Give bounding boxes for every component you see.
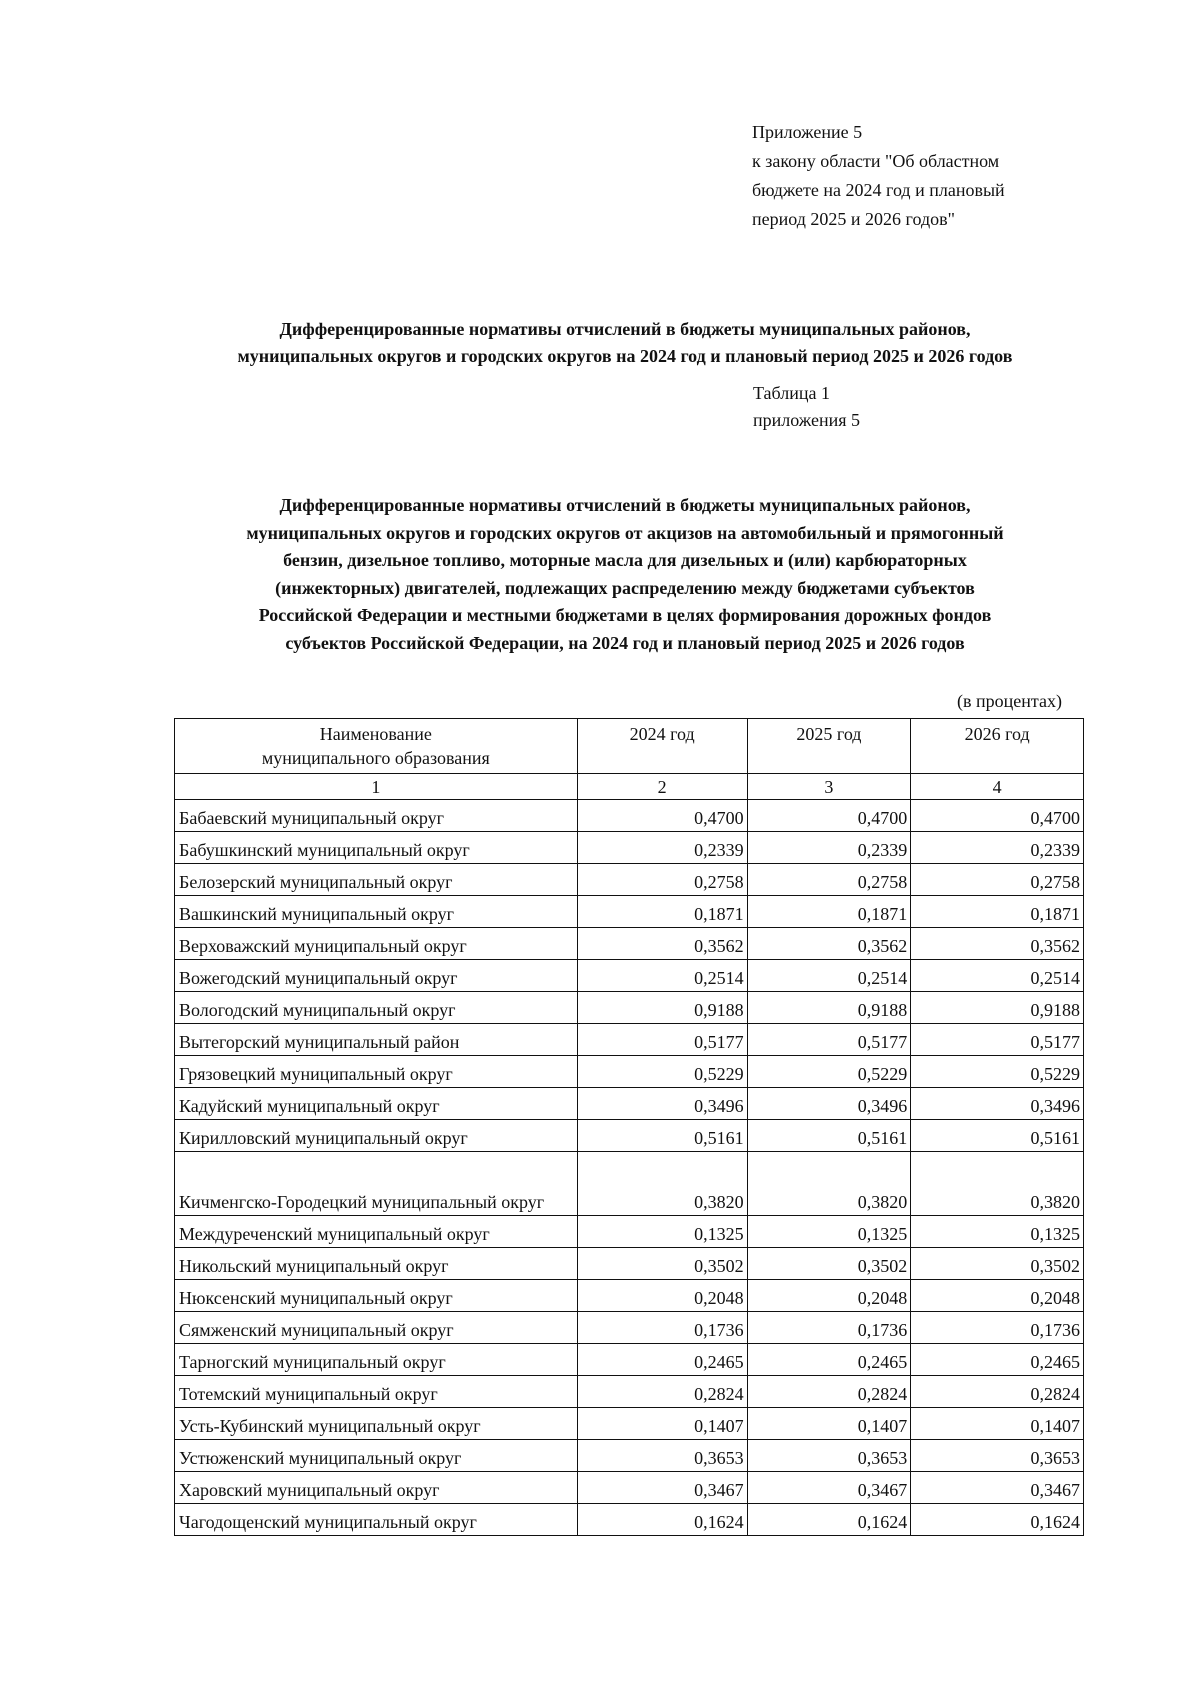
value-2024: 0,2514 [577, 960, 747, 992]
value-2024: 0,2824 [577, 1376, 747, 1408]
value-2024: 0,3467 [577, 1472, 747, 1504]
table-title-line: Российской Федерации и местными бюджетами в целях формирования дорожных фондов [258, 605, 992, 625]
table-row [175, 960, 1084, 992]
value-2025: 0,2758 [747, 864, 911, 896]
table-row [175, 800, 1084, 832]
value-2025: 0,1736 [747, 1312, 911, 1344]
appendix-line: к закону области "Об областном [752, 151, 1000, 171]
table-row [175, 864, 1084, 896]
value-2026: 0,5161 [911, 1120, 1084, 1152]
value-2024: 0,1407 [577, 1408, 747, 1440]
table-title-line: (инжекторных) двигателей, подлежащих распределению между бюджетами субъектов [275, 577, 975, 598]
municipality-name: Кичменгско-Городецкий муниципальный округ [175, 1152, 578, 1216]
municipality-name: Тарногский муниципальный округ [175, 1344, 578, 1376]
value-2026: 0,2824 [911, 1376, 1084, 1408]
municipality-name: Белозерский муниципальный округ [175, 864, 578, 896]
municipality-name: Устюженский муниципальный округ [175, 1440, 578, 1472]
value-2026: 0,3653 [911, 1440, 1084, 1472]
column-number-row [175, 774, 1084, 800]
municipality-name: Тотемский муниципальный округ [175, 1376, 578, 1408]
value-2025: 0,3496 [747, 1088, 911, 1120]
value-2026: 0,1736 [911, 1312, 1084, 1344]
value-2024: 0,9188 [577, 992, 747, 1024]
value-2025: 0,3467 [747, 1472, 911, 1504]
table-row [175, 1408, 1084, 1440]
municipality-name: Чагодощенский муниципальный округ [175, 1504, 578, 1536]
value-2025: 0,5161 [747, 1120, 911, 1152]
value-2024: 0,2339 [577, 832, 747, 864]
value-2025: 0,3820 [747, 1152, 911, 1216]
value-2025: 0,3502 [747, 1248, 911, 1280]
appendix-line: период 2025 и 2026 годов" [752, 209, 955, 229]
municipality-name: Усть-Кубинский муниципальный округ [175, 1408, 578, 1440]
value-2024: 0,4700 [577, 800, 747, 832]
value-2026: 0,9188 [911, 992, 1084, 1024]
table-row [175, 1440, 1084, 1472]
value-2024: 0,3653 [577, 1440, 747, 1472]
column-number: 1 [175, 774, 578, 800]
table-row [175, 1344, 1084, 1376]
municipality-name: Грязовецкий муниципальный округ [175, 1056, 578, 1088]
value-2025: 0,3562 [747, 928, 911, 960]
value-2024: 0,3562 [577, 928, 747, 960]
value-2024: 0,1624 [577, 1504, 747, 1536]
value-2025: 0,5177 [747, 1024, 911, 1056]
value-2025: 0,4700 [747, 800, 911, 832]
value-2026: 0,1407 [911, 1408, 1084, 1440]
value-2024: 0,5177 [577, 1024, 747, 1056]
table-row [175, 1056, 1084, 1088]
table-row [175, 1120, 1084, 1152]
header-2026: 2026 год [911, 719, 1084, 774]
value-2026: 0,3820 [911, 1152, 1084, 1216]
table-row [175, 1504, 1084, 1536]
value-2026: 0,1871 [911, 896, 1084, 928]
value-2026: 0,3467 [911, 1472, 1084, 1504]
table-row [175, 1280, 1084, 1312]
table-row [175, 1248, 1084, 1280]
table-reference-line: Таблица 1 [753, 383, 830, 403]
municipality-name: Вытегорский муниципальный район [175, 1024, 578, 1056]
table-title-line: бензин, дизельное топливо, моторные масла для дизельных и (или) карбюраторных [283, 550, 967, 570]
units-label: (в процентах) [957, 691, 1062, 711]
header-name-line: муниципального образования [261, 748, 490, 768]
table-row [175, 896, 1084, 928]
table-row [175, 928, 1084, 960]
value-2025: 0,1871 [747, 896, 911, 928]
value-2024: 0,3496 [577, 1088, 747, 1120]
value-2025: 0,2339 [747, 832, 911, 864]
value-2026: 0,2514 [911, 960, 1084, 992]
value-2025: 0,1407 [747, 1408, 911, 1440]
municipality-name: Вожегодский муниципальный округ [175, 960, 578, 992]
value-2026: 0,3502 [911, 1248, 1084, 1280]
value-2024: 0,3502 [577, 1248, 747, 1280]
municipality-name: Никольский муниципальный округ [175, 1248, 578, 1280]
appendix-line: Приложение 5 [752, 122, 863, 142]
value-2025: 0,9188 [747, 992, 911, 1024]
table-row [175, 1472, 1084, 1504]
table-reference-line: приложения 5 [753, 410, 861, 430]
value-2024: 0,2465 [577, 1344, 747, 1376]
municipality-name: Бабушкинский муниципальный округ [175, 832, 578, 864]
table-row [175, 992, 1084, 1024]
value-2026: 0,4700 [911, 800, 1084, 832]
table-header-row [175, 719, 1084, 774]
document-title [150, 316, 1100, 370]
table-row [175, 1024, 1084, 1056]
value-2024: 0,3820 [577, 1152, 747, 1216]
value-2025: 0,2514 [747, 960, 911, 992]
value-2025: 0,1325 [747, 1216, 911, 1248]
value-2024: 0,5229 [577, 1056, 747, 1088]
column-number: 2 [577, 774, 747, 800]
table-row [175, 1376, 1084, 1408]
value-2024: 0,1871 [577, 896, 747, 928]
value-2026: 0,3496 [911, 1088, 1084, 1120]
municipality-name: Кирилловский муниципальный округ [175, 1120, 578, 1152]
municipality-name: Бабаевский муниципальный округ [175, 800, 578, 832]
table-title [150, 492, 1100, 657]
table-row [175, 832, 1084, 864]
value-2025: 0,2465 [747, 1344, 911, 1376]
document-title-line: Дифференцированные нормативы отчислений в бюджеты муниципальных районов, [279, 319, 971, 339]
value-2026: 0,1325 [911, 1216, 1084, 1248]
municipality-name: Вологодский муниципальный округ [175, 992, 578, 1024]
header-2025: 2025 год [747, 719, 911, 774]
municipality-name: Кадуйский муниципальный округ [175, 1088, 578, 1120]
appendix-block [752, 118, 1112, 234]
header-2024: 2024 год [577, 719, 747, 774]
value-2026: 0,1624 [911, 1504, 1084, 1536]
column-number: 3 [747, 774, 911, 800]
table-title-line: муниципальных округов и городских округов от акцизов на автомобильный и прямогонный [246, 522, 1004, 543]
table-body [175, 800, 1084, 1536]
column-number: 4 [911, 774, 1084, 800]
value-2026: 0,2465 [911, 1344, 1084, 1376]
municipality-name: Вашкинский муниципальный округ [175, 896, 578, 928]
value-2024: 0,5161 [577, 1120, 747, 1152]
table-reference [753, 380, 860, 434]
value-2025: 0,2048 [747, 1280, 911, 1312]
table-title-line: субъектов Российской Федерации, на 2024 год и плановый период 2025 и 2026 годов [285, 632, 965, 653]
municipality-name: Верховажский муниципальный округ [175, 928, 578, 960]
value-2024: 0,2048 [577, 1280, 747, 1312]
value-2026: 0,3562 [911, 928, 1084, 960]
value-2026: 0,2758 [911, 864, 1084, 896]
value-2024: 0,1325 [577, 1216, 747, 1248]
table-row [175, 1088, 1084, 1120]
value-2025: 0,1624 [747, 1504, 911, 1536]
value-2024: 0,2758 [577, 864, 747, 896]
table-title-line: Дифференцированные нормативы отчислений в бюджеты муниципальных районов, [279, 495, 971, 515]
municipality-name: Междуреченский муниципальный округ [175, 1216, 578, 1248]
table-row [175, 1152, 1084, 1216]
document-title-line: муниципальных округов и городских округов на 2024 год и плановый период 2025 и 2026 годов [237, 346, 1013, 366]
value-2026: 0,5177 [911, 1024, 1084, 1056]
value-2024: 0,1736 [577, 1312, 747, 1344]
municipality-name: Нюксенский муниципальный округ [175, 1280, 578, 1312]
value-2025: 0,2824 [747, 1376, 911, 1408]
municipality-name: Сямженский муниципальный округ [175, 1312, 578, 1344]
appendix-line: бюджете на 2024 год и плановый [752, 180, 1005, 200]
table-row [175, 1312, 1084, 1344]
value-2026: 0,2048 [911, 1280, 1084, 1312]
value-2026: 0,5229 [911, 1056, 1084, 1088]
value-2026: 0,2339 [911, 832, 1084, 864]
value-2025: 0,5229 [747, 1056, 911, 1088]
municipality-name: Харовский муниципальный округ [175, 1472, 578, 1504]
value-2025: 0,3653 [747, 1440, 911, 1472]
table-row [175, 1216, 1084, 1248]
norms-table [174, 718, 1084, 1536]
header-name-line: Наименование [319, 724, 432, 744]
header-name [175, 719, 578, 774]
